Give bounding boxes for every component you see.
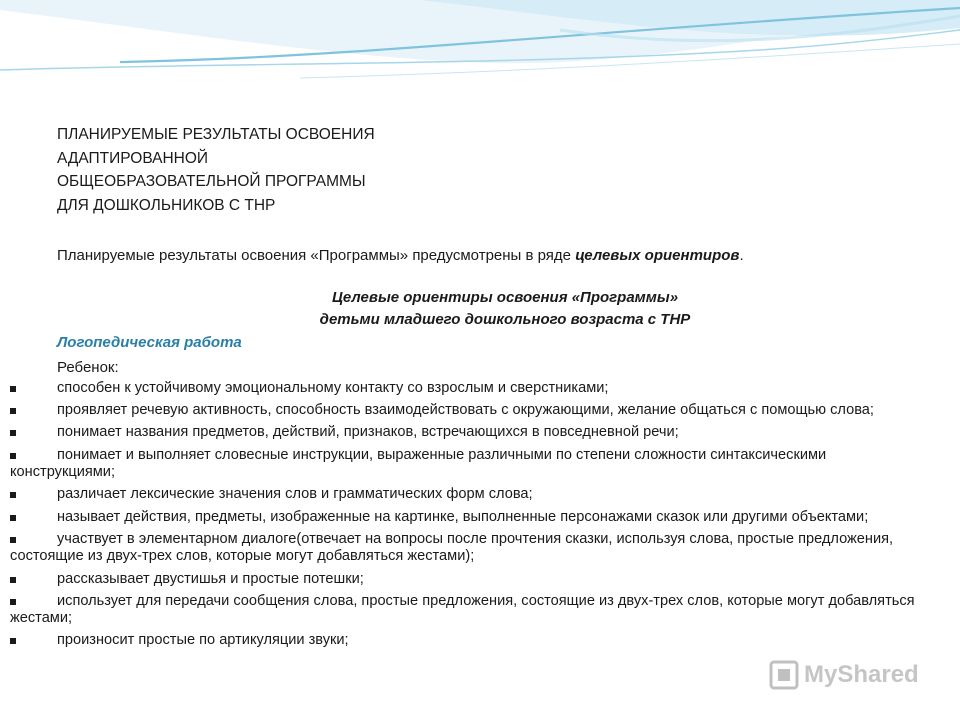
square-bullet-icon	[10, 408, 16, 414]
list-item: рассказывает двустишья и простые потешки;	[10, 571, 915, 589]
list-item: способен к устойчивому эмоциональному контакту со взрослым и сверстниками;	[10, 380, 915, 398]
intro-text: Планируемые результаты освоения «Программы» предусмотрены в ряде	[57, 247, 576, 264]
watermark-text: MyShared	[804, 661, 919, 688]
page-title	[57, 123, 375, 217]
list-item: участвует в элементарном диалоге(отвечает на вопросы после прочтения сказки, используя слова, простые предложения, состоящие из двух-трех слов, которые могут добавляться жестами);	[10, 530, 894, 565]
subheading-line-2: детьми младшего дошкольного возраста с ТНР	[319, 311, 691, 328]
square-bullet-icon	[10, 638, 16, 644]
title-line: АДАПТИРОВАННОЙ	[57, 149, 209, 167]
intro-paragraph	[57, 245, 744, 267]
watermark	[768, 657, 938, 697]
square-bullet-icon	[10, 453, 16, 459]
outcomes-list	[10, 380, 915, 655]
square-bullet-icon	[10, 577, 16, 583]
list-item: проявляет речевую активность, способность взаимодействовать с окружающими, желание общаться с помощью слова;	[10, 402, 915, 420]
title-line: ДЛЯ ДОШКОЛЬНИКОВ С ТНР	[57, 196, 276, 214]
square-bullet-icon	[10, 430, 16, 436]
list-item: различает лексические значения слов и грамматических форм слова;	[10, 486, 915, 504]
intro-emphasis: целевых ориентиров	[575, 247, 740, 264]
child-label: Ребенок:	[57, 359, 119, 376]
list-item: понимает и выполняет словесные инструкции, выраженные различными по степени сложности синтаксическими конструкциями;	[10, 446, 827, 481]
header-wave-decoration	[0, 0, 960, 100]
square-bullet-icon	[10, 599, 16, 605]
list-item: понимает названия предметов, действий, признаков, встречающихся в повседневной речи;	[10, 424, 915, 442]
intro-text-end: .	[739, 247, 744, 264]
subheading-line-1: Целевые ориентиры освоения «Программы»	[331, 289, 679, 306]
square-bullet-icon	[10, 386, 16, 392]
myshared-logo-icon	[768, 659, 800, 691]
title-line: ПЛАНИРУЕМЫЕ РЕЗУЛЬТАТЫ ОСВОЕНИЯ	[57, 126, 375, 143]
square-bullet-icon	[10, 537, 16, 543]
list-item: называет действия, предметы, изображенные на картинке, выполненные персонажами сказок или другими объектами;	[10, 509, 915, 527]
square-bullet-icon	[10, 492, 16, 498]
section-title: Логопедическая работа	[57, 334, 242, 351]
list-item: использует для передачи сообщения слова, простые предложения, состоящие из двух-трех слов, которые могут добавляться жестами;	[10, 592, 915, 627]
square-bullet-icon	[10, 515, 16, 521]
list-item: произносит простые по артикуляции звуки;	[10, 632, 915, 650]
title-line: ОБЩЕОБРАЗОВАТЕЛЬНОЙ ПРОГРАММЫ	[57, 173, 366, 190]
